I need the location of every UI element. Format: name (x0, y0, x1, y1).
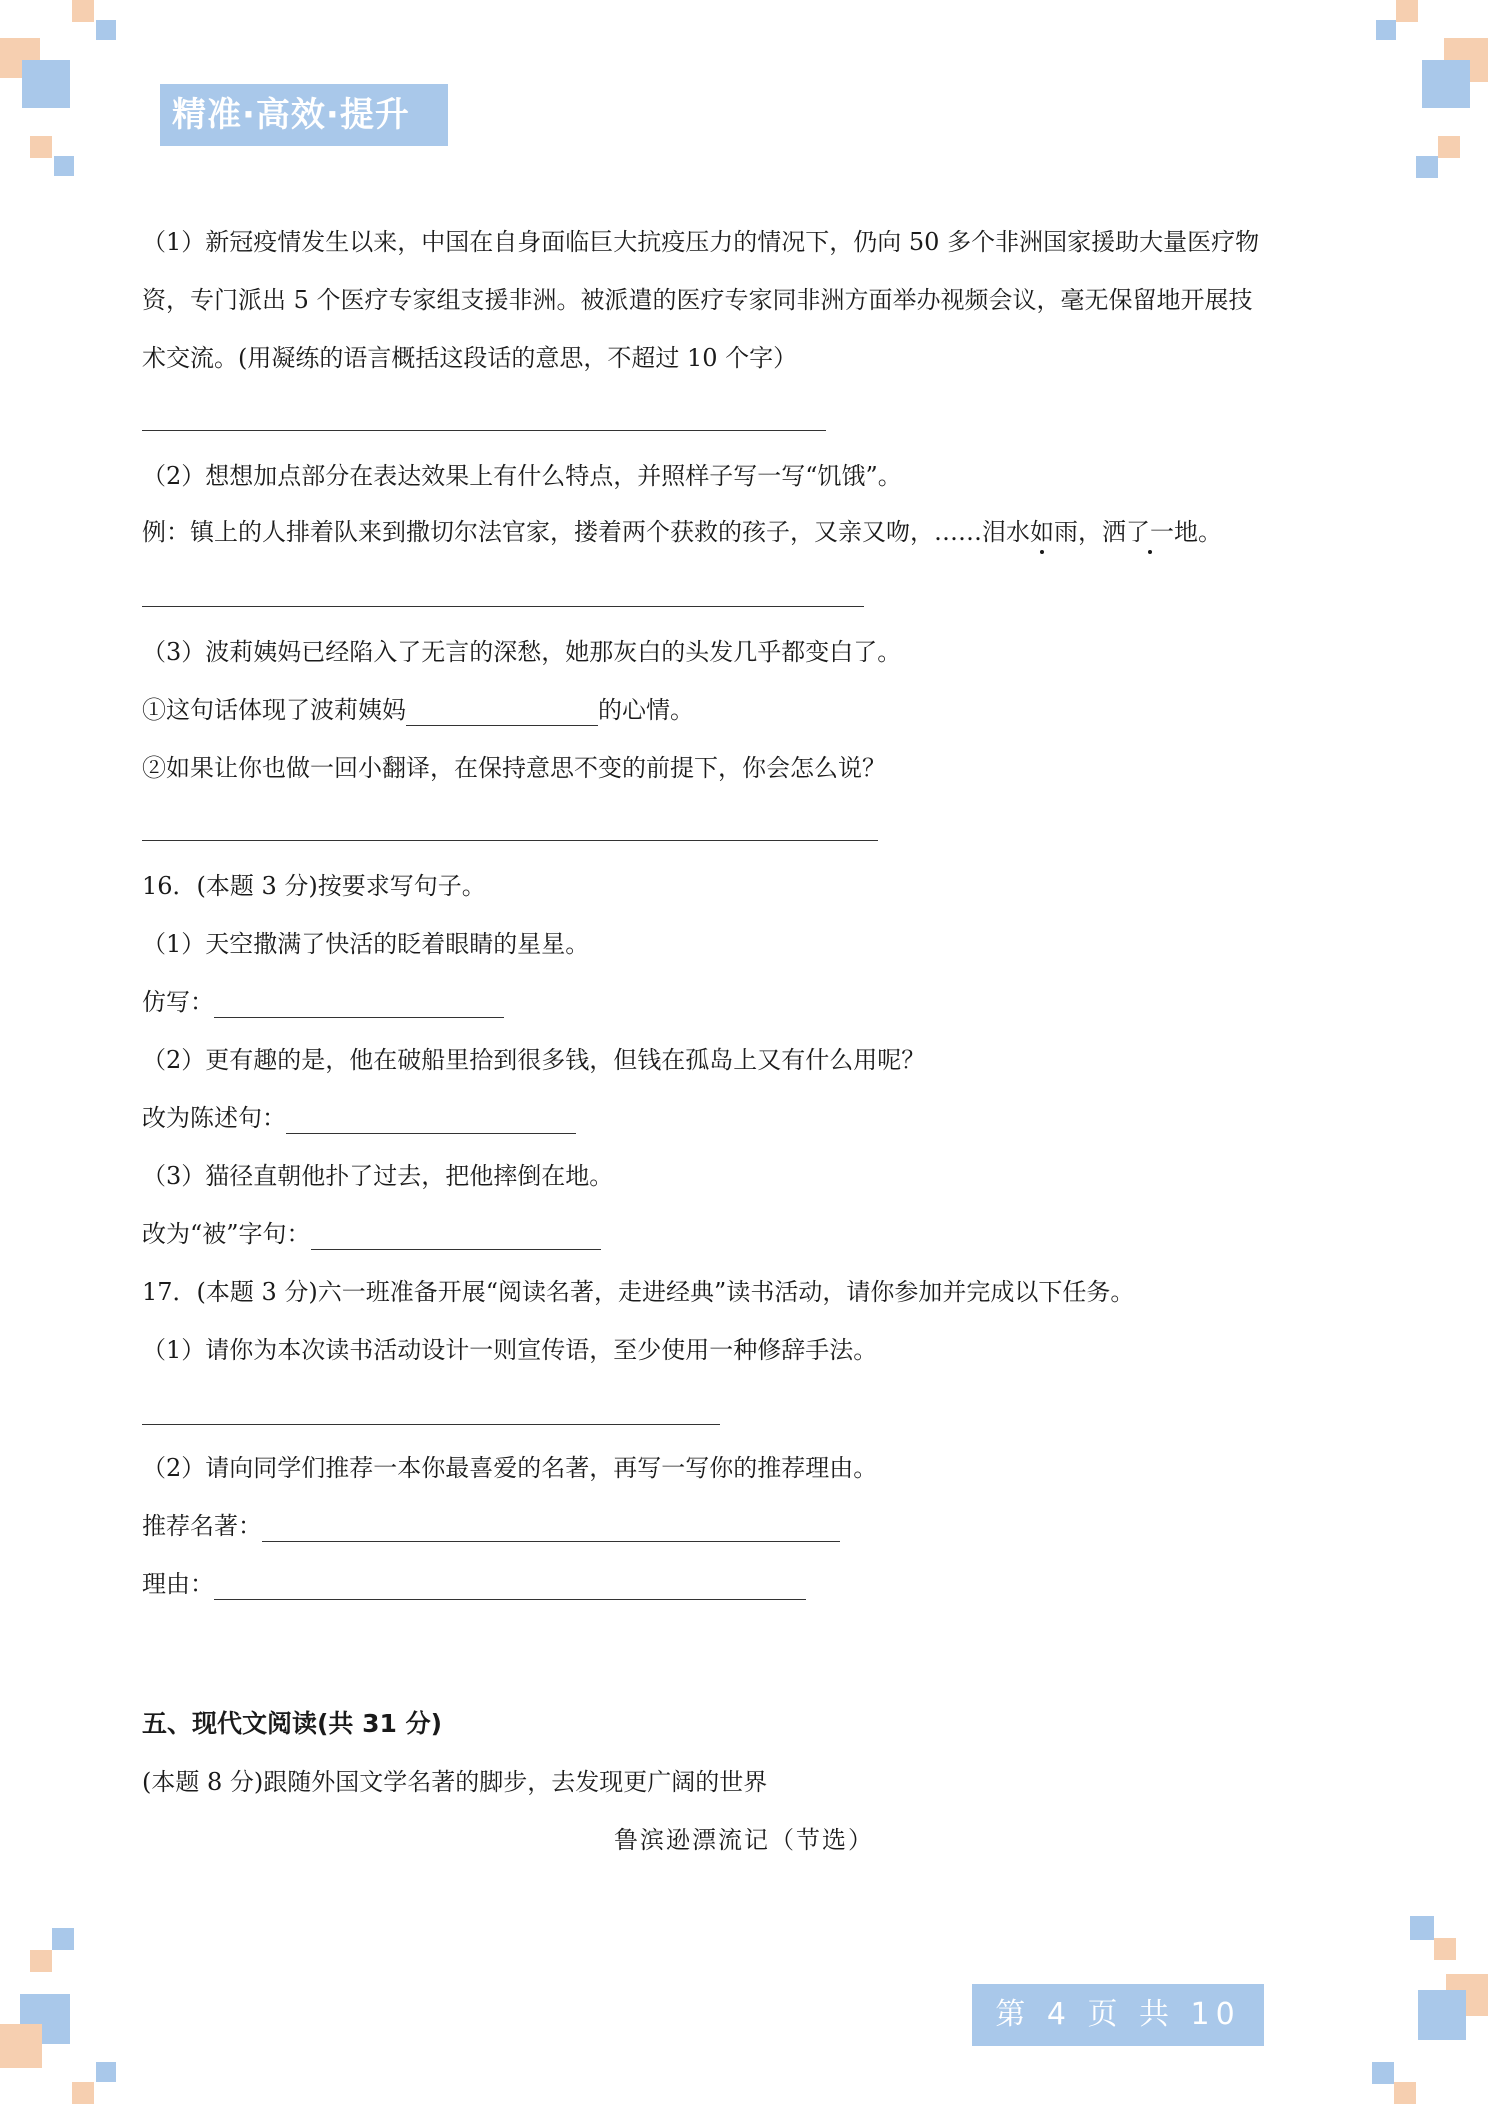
q16-answer2: 改为陈述句： (142, 1102, 576, 1134)
section5-intro: (本题 8 分)跟随外国文学名著的脚步，去发现更广阔的世界 (142, 1768, 768, 1796)
q15-part3-sub2: ②如果让你也做一回小翻译，在保持意思不变的前提下，你会怎么说？ (142, 754, 886, 782)
emphasis-dots: 洒了一地 (1102, 518, 1198, 546)
q16-sentence1: （1）天空撒满了快活的眨着眼睛的星星。 (142, 930, 590, 958)
q15-part2-answer-line[interactable] (142, 606, 864, 607)
emphasis-dots: 水如雨 (1006, 518, 1078, 546)
q17-title: 17．(本题 3 分)六一班准备开展“阅读名著，走进经典”读书活动，请你参加并完成以下任务。 (142, 1278, 1135, 1306)
q17-task1: （1）请你为本次读书活动设计一则宣传语，至少使用一种修辞手法。 (142, 1336, 878, 1364)
q17-slogan-answer-line[interactable] (142, 1424, 720, 1425)
q15-part1-line1: （1）新冠疫情发生以来，中国在自身面临巨大抗疫压力的情况下，仍向 50 多个非洲国家援助大量医疗物 (142, 228, 1260, 256)
book-blank[interactable] (262, 1517, 840, 1542)
q15-part3-sub1: ①这句话体现了波莉姨妈 的心情。 (142, 696, 694, 724)
q16-title: 16．(本题 3 分)按要求写句子。 (142, 872, 486, 900)
passage-title: 鲁滨逊漂流记（节选） (614, 1826, 874, 1854)
q16-answer3: 改为“被”字句： (142, 1218, 601, 1250)
q15-part1-line2: 资，专门派出 5 个医疗专家组支援非洲。被派遣的医疗专家同非洲方面举办视频会议，毫无保留地开展技 (142, 286, 1253, 314)
q16-answer1: 仿写： (142, 986, 504, 1018)
reason-blank[interactable] (214, 1575, 806, 1600)
q15-part3-answer-line[interactable] (142, 840, 878, 841)
q15-part1-line3: 术交流。(用凝练的语言概括这段话的意思，不超过 10 个字） (142, 344, 798, 372)
q15-part3-prompt: （3）波莉姨妈已经陷入了无言的深愁，她那灰白的头发几乎都变白了。 (142, 638, 902, 666)
q15-example: 例：镇上的人排着队来到撒切尔法官家，搂着两个获救的孩子，又亲又吻，……泪水如雨，洒了一地。 (142, 518, 1222, 546)
brand-banner: 精准·高效·提升 (160, 84, 448, 146)
q16-sentence3: （3）猫径直朝他扑了过去，把他摔倒在地。 (142, 1162, 614, 1190)
section5-heading: 五、现代文阅读(共 31 分) (142, 1709, 443, 1738)
page-number: 第 4 页 共 10 页 (972, 1984, 1264, 2046)
bei-sentence-blank[interactable] (311, 1225, 601, 1250)
q15-part1-answer-line[interactable] (142, 430, 826, 431)
q17-book-row: 推荐名著： (142, 1510, 840, 1542)
imitation-blank[interactable] (214, 993, 504, 1018)
q17-reason-row: 理由： (142, 1568, 806, 1600)
feeling-blank[interactable] (406, 701, 598, 726)
q16-sentence2: （2）更有趣的是，他在破船里拾到很多钱，但钱在孤岛上又有什么用呢？ (142, 1046, 926, 1074)
q17-task2: （2）请向同学们推荐一本你最喜爱的名著，再写一写你的推荐理由。 (142, 1454, 878, 1482)
q15-part2-prompt: （2）想想加点部分在表达效果上有什么特点，并照样子写一写“饥饿”。 (142, 462, 902, 490)
declarative-blank[interactable] (286, 1109, 576, 1134)
